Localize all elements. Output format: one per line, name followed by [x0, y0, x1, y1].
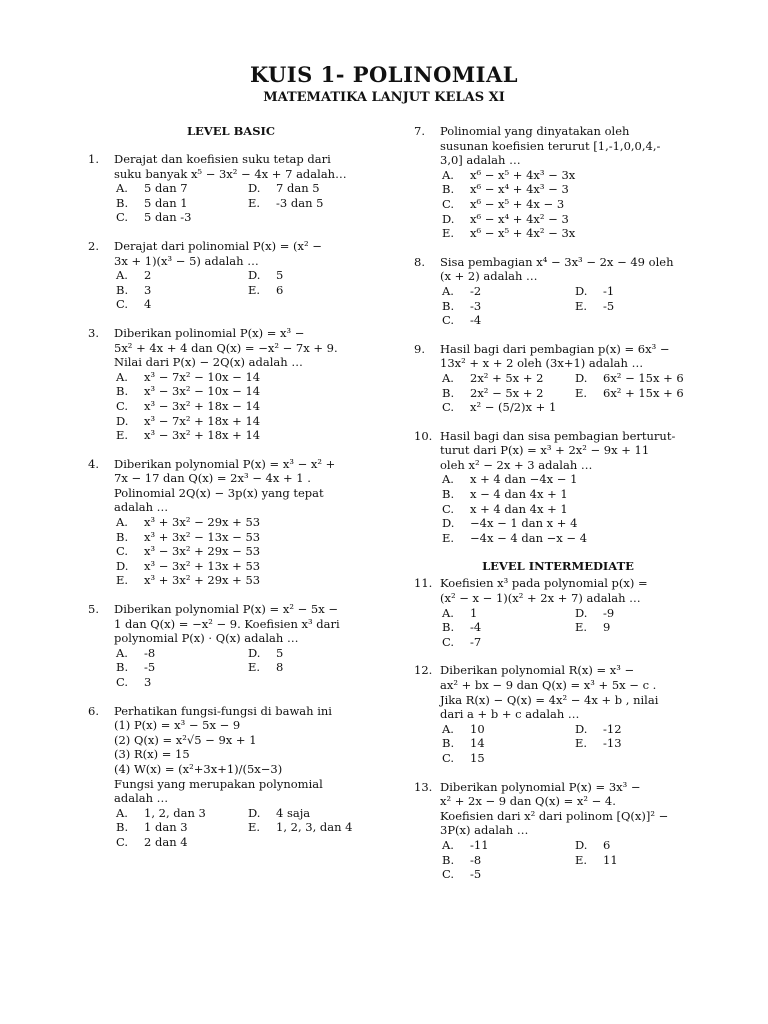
answer-option [442, 487, 702, 502]
option-text: 1, 2, dan 3 [144, 805, 206, 820]
answer-options [442, 284, 702, 328]
question-item [88, 602, 374, 690]
option-letter: D. [575, 721, 588, 736]
question-text-line: dari a + b + c adalah … [440, 707, 580, 722]
option-text: x³ − 3x² + 18x − 14 [144, 398, 261, 413]
option-text: -8 [470, 852, 482, 867]
answer-option [575, 371, 702, 386]
answer-option [575, 620, 702, 635]
option-letter: A. [116, 645, 128, 660]
option-letter: A. [116, 805, 128, 820]
question-text-line: Perhatikan fungsi-fungsi di bawah ini [114, 703, 332, 718]
option-letter: D. [248, 268, 261, 283]
option-text: x³ − 7x² + 18x + 14 [144, 413, 261, 428]
option-letter: D. [442, 211, 455, 226]
option-text: -3 dan 5 [276, 195, 324, 210]
question-number: 3. [88, 325, 99, 340]
option-letter: E. [248, 195, 261, 210]
answer-option [442, 838, 569, 853]
left-column [88, 124, 374, 864]
question-text-line: ax² + bx − 9 dan Q(x) = x³ + 5x − c . [440, 678, 657, 692]
option-letter: C. [442, 750, 455, 765]
answer-option [248, 196, 374, 211]
question-text [114, 704, 374, 806]
option-text: −4x − 1 dan x + 4 [470, 516, 578, 531]
question-text [440, 342, 702, 371]
option-letter: E. [248, 820, 261, 835]
question-text-line: (4) W(x) = (x²+3x+1)/(5x−3) [114, 761, 283, 776]
answer-option [575, 284, 702, 299]
answer-option [116, 181, 242, 196]
question-text [440, 429, 702, 473]
answer-options [442, 168, 702, 241]
option-letter: A. [442, 167, 454, 182]
option-text: x³ + 3x² + 29x + 53 [144, 573, 261, 588]
section-heading-basic: LEVEL BASIC [186, 124, 276, 138]
option-letter: D. [116, 413, 129, 428]
answer-option [442, 197, 702, 212]
question-text-line: 3x + 1)(x³ − 5) adalah … [114, 253, 259, 268]
answer-option [442, 516, 702, 531]
option-letter: B. [442, 620, 455, 635]
option-text: 4 [144, 297, 152, 312]
option-text: -8 [144, 645, 156, 660]
option-letter: C. [116, 297, 129, 312]
answer-option [575, 299, 702, 314]
option-text: 2 [144, 268, 152, 283]
option-text: x³ − 3x² + 13x + 53 [144, 558, 261, 573]
answer-option [116, 559, 374, 574]
answer-option [248, 806, 374, 821]
question-text [114, 602, 374, 646]
question-text [440, 576, 702, 605]
answer-option [116, 675, 242, 690]
option-letter: C. [442, 400, 455, 415]
question-list-right-intermediate [414, 576, 702, 881]
answer-options [116, 646, 374, 690]
option-text: -7 [470, 634, 482, 649]
answer-option [116, 544, 374, 559]
answer-options [116, 268, 374, 312]
page-title: KUIS 1- POLINOMIAL [249, 62, 519, 87]
option-letter: D. [248, 805, 261, 820]
question-text [114, 239, 374, 268]
option-text: 3 [144, 282, 152, 297]
option-letter: B. [116, 820, 129, 835]
answer-option [248, 660, 374, 675]
option-text: 5 [276, 268, 284, 283]
question-text-line: Derajat dari polinomial P(x) = (x² − [114, 238, 322, 253]
option-letter: C. [442, 501, 455, 516]
question-text-line: Hasil bagi dari pembagian p(x) = 6x³ − [440, 341, 670, 356]
answer-option [575, 386, 702, 401]
question-text-line: Hasil bagi dan sisa pembagian berturut- [440, 428, 676, 443]
option-letter: A. [442, 472, 454, 487]
option-text: x³ − 3x² + 29x − 53 [144, 544, 261, 559]
option-letter: B. [116, 384, 129, 399]
question-text-line: adalah … [114, 500, 169, 515]
answer-option [575, 853, 702, 868]
option-text: x³ + 3x² − 13x − 53 [144, 529, 261, 544]
option-text: -11 [470, 837, 489, 852]
question-text-line: Sisa pembagian x⁴ − 3x³ − 2x − 49 oleh [440, 254, 674, 269]
answer-option [575, 606, 702, 621]
option-text: 5 dan 7 [144, 181, 188, 196]
question-text-line: Koefisien x³ pada polynomial p(x) = [440, 576, 648, 591]
question-text-line: polynomial P(x) · Q(x) adalah … [114, 631, 299, 646]
option-letter: A. [116, 515, 128, 530]
option-text: x − 4 dan 4x + 1 [470, 487, 568, 502]
option-letter: C. [442, 196, 455, 211]
question-text-line: Diberikan polynomial P(x) = x² − 5x − [114, 602, 338, 617]
option-text: 11 [603, 852, 618, 867]
option-letter: A. [442, 605, 454, 620]
option-letter: A. [442, 721, 454, 736]
option-text: 3 [144, 675, 152, 689]
question-text-line: 1 dan Q(x) = −x² − 9. Koefisien x³ dari [114, 616, 340, 631]
option-letter: D. [248, 645, 261, 660]
question-text-line: adalah … [114, 791, 169, 806]
option-letter: A. [116, 181, 128, 196]
option-letter: E. [248, 660, 261, 675]
answer-options [116, 181, 374, 225]
answer-option [442, 313, 569, 328]
option-letter: D. [116, 558, 129, 573]
answer-option [442, 284, 569, 299]
answer-option [442, 400, 569, 415]
option-letter: A. [442, 370, 454, 385]
question-text-line: Nilai dari P(x) − 2Q(x) adalah … [114, 355, 303, 370]
question-item [88, 239, 374, 312]
option-letter: B. [116, 660, 129, 675]
option-text: 2x² − 5x + 2 [470, 385, 544, 400]
question-number: 8. [414, 254, 425, 269]
answer-option [116, 806, 242, 821]
option-text: -13 [603, 736, 622, 751]
option-text: 9 [603, 620, 611, 635]
answer-option [116, 820, 242, 835]
option-text: 8 [276, 660, 284, 675]
question-text-line: 7x − 17 dan Q(x) = 2x³ − 4x + 1 . [114, 471, 311, 486]
option-text: 5 dan 1 [144, 195, 188, 210]
option-text: 6x² + 15x + 6 [603, 385, 684, 400]
option-letter: C. [442, 313, 455, 328]
option-text: -1 [603, 283, 615, 298]
question-number: 4. [88, 456, 99, 471]
option-text: 1 [470, 605, 478, 620]
answer-option [442, 472, 702, 487]
question-item [88, 704, 374, 850]
answer-options [442, 838, 702, 882]
answer-option [116, 515, 374, 530]
answer-option [442, 386, 569, 401]
option-letter: B. [116, 282, 129, 297]
option-text: x³ − 3x² − 10x − 14 [144, 384, 261, 399]
answer-option [116, 297, 242, 312]
answer-option [116, 283, 242, 298]
question-text-line: Diberikan polynomial R(x) = x³ − [440, 663, 635, 678]
option-text: -5 [470, 867, 482, 882]
option-letter: B. [116, 195, 129, 210]
option-letter: A. [442, 283, 454, 298]
option-letter: E. [575, 852, 588, 867]
question-number: 2. [88, 238, 99, 253]
option-text: 2 dan 4 [144, 834, 188, 849]
question-number: 13. [414, 779, 433, 794]
question-number: 10. [414, 428, 433, 443]
option-text: x + 4 dan −4x − 1 [470, 472, 578, 487]
question-text [114, 326, 374, 370]
page-subtitle: MATEMATIKA LANJUT KELAS XI [263, 90, 505, 105]
question-text-line: Polinomial yang dinyatakan oleh [440, 124, 630, 138]
answer-option [116, 384, 374, 399]
option-text: 6x² − 15x + 6 [603, 370, 684, 385]
answer-option [442, 853, 569, 868]
answer-option [442, 736, 569, 751]
answer-option [116, 835, 242, 850]
answer-options [116, 806, 374, 850]
option-text: x⁶ − x⁴ + 4x³ − 3 [470, 182, 569, 197]
question-item [414, 124, 702, 241]
question-text-line: Diberikan polynomial P(x) = 3x³ − [440, 779, 641, 794]
option-text: -4 [470, 313, 482, 328]
option-text: x³ − 7x² − 10x − 14 [144, 369, 261, 384]
question-text [114, 457, 374, 515]
answer-option [442, 620, 569, 635]
question-number: 12. [414, 663, 433, 678]
option-text: 10 [470, 721, 485, 736]
option-text: x² − (5/2)x + 1 [470, 400, 557, 415]
answer-option [116, 196, 242, 211]
option-letter: E. [575, 298, 588, 313]
answer-options [442, 371, 702, 415]
option-text: 2x² + 5x + 2 [470, 370, 544, 385]
option-text: 4 saja [276, 805, 311, 820]
answer-option [575, 838, 702, 853]
question-text [440, 663, 702, 721]
option-letter: B. [442, 385, 455, 400]
question-item [414, 342, 702, 415]
option-text: 1 dan 3 [144, 820, 188, 835]
question-number: 11. [414, 576, 433, 591]
option-letter: B. [442, 487, 455, 502]
option-letter: D. [575, 283, 588, 298]
question-text-line: Diberikan polynomial P(x) = x³ − x² + [114, 456, 336, 471]
option-letter: D. [575, 370, 588, 385]
question-text-line: (2) Q(x) = x²√5 − 9x + 1 [114, 732, 257, 747]
section-heading-intermediate: LEVEL INTERMEDIATE [482, 559, 634, 574]
option-letter: A. [116, 369, 128, 384]
option-letter: C. [116, 210, 129, 225]
option-letter: A. [116, 268, 128, 283]
option-text: x³ − 3x² + 18x + 14 [144, 428, 261, 443]
option-letter: E. [575, 385, 588, 400]
question-text-line: oleh x² − 2x + 3 adalah … [440, 457, 593, 472]
question-text-line: 3,0] adalah … [440, 153, 521, 168]
option-letter: E. [116, 573, 129, 588]
option-text: x³ + 3x² − 29x + 53 [144, 515, 261, 530]
option-letter: D. [248, 181, 261, 196]
option-text: −4x − 4 dan −x − 4 [470, 530, 588, 545]
option-text: -3 [470, 298, 482, 313]
option-text: 5 dan -3 [144, 210, 192, 225]
option-text: -9 [603, 605, 615, 620]
answer-option [116, 530, 374, 545]
option-letter: B. [442, 182, 455, 197]
question-item [88, 457, 374, 588]
option-letter: D. [575, 837, 588, 852]
answer-option [442, 299, 569, 314]
question-text-line: 3P(x) adalah … [440, 823, 529, 838]
answer-option [575, 736, 702, 751]
question-text-line: Jika R(x) − Q(x) = 4x² − 4x + b , nilai [440, 692, 659, 707]
option-text: x⁶ − x⁵ + 4x² − 3x [470, 226, 576, 241]
question-text-line: x² + 2x − 9 dan Q(x) = x² − 4. [440, 794, 616, 809]
question-text-line: susunan koefisien terurut [1,-1,0,0,4,- [440, 138, 661, 153]
option-text: 14 [470, 736, 485, 751]
question-text-line: (3) R(x) = 15 [114, 747, 190, 762]
option-letter: B. [442, 852, 455, 867]
answer-option [116, 210, 242, 225]
question-text-line: Derajat dan koefisien suku tetap dari [114, 152, 331, 166]
answer-option [442, 531, 702, 546]
answer-options [442, 722, 702, 766]
answer-options [116, 370, 374, 443]
option-letter: B. [442, 736, 455, 751]
answer-option [248, 268, 374, 283]
option-text: x + 4 dan 4x + 1 [470, 501, 568, 516]
option-letter: E. [442, 530, 455, 545]
question-item [414, 429, 702, 546]
option-letter: B. [442, 298, 455, 313]
option-text: -5 [144, 660, 156, 675]
option-letter: C. [442, 634, 455, 649]
question-text-line: turut dari P(x) = x³ + 2x² − 9x + 11 [440, 443, 650, 458]
option-text: x⁶ − x⁴ + 4x² − 3 [470, 211, 569, 226]
option-letter: C. [116, 544, 129, 559]
answer-option [442, 182, 702, 197]
answer-option [116, 428, 374, 443]
question-item [414, 780, 702, 882]
option-text: x⁶ − x⁵ + 4x − 3 [470, 196, 565, 211]
option-letter: B. [116, 529, 129, 544]
answer-option [442, 168, 702, 183]
question-number: 1. [88, 152, 99, 166]
option-letter: A. [442, 837, 454, 852]
option-letter: E. [116, 428, 129, 443]
answer-option [442, 502, 702, 517]
answer-option [116, 646, 242, 661]
question-list-left [88, 152, 374, 850]
answer-option [116, 268, 242, 283]
option-letter: C. [116, 675, 129, 689]
answer-option [442, 751, 569, 766]
question-text-line: Polinomial 2Q(x) − 3p(x) yang tepat [114, 485, 324, 500]
question-text-line: (x + 2) adalah … [440, 269, 538, 284]
option-letter: D. [575, 605, 588, 620]
option-text: 1, 2, 3, dan 4 [276, 820, 353, 835]
option-letter: E. [442, 226, 455, 241]
answer-option [116, 370, 374, 385]
option-letter: E. [248, 282, 261, 297]
answer-option [442, 606, 569, 621]
option-text: 15 [470, 750, 485, 765]
question-text [114, 152, 374, 181]
option-letter: E. [575, 736, 588, 751]
answer-option [116, 399, 374, 414]
right-column [414, 124, 702, 896]
option-text: 7 dan 5 [276, 181, 320, 196]
answer-option [442, 867, 569, 882]
question-text-line: Diberikan polinomial P(x) = x³ − [114, 325, 305, 340]
question-text-line: (1) P(x) = x³ − 5x − 9 [114, 718, 241, 733]
question-number: 6. [88, 703, 99, 718]
question-text [440, 780, 702, 838]
option-text: 6 [276, 282, 284, 297]
answer-options [116, 515, 374, 588]
question-text-line: suku banyak x⁵ − 3x² − 4x + 7 adalah… [114, 166, 347, 181]
option-text: 5 [276, 645, 284, 660]
question-text [440, 124, 702, 168]
question-item [414, 576, 702, 649]
question-list-right-basic [414, 124, 702, 545]
option-letter: C. [442, 867, 455, 882]
answer-option [116, 414, 374, 429]
question-text-line: Fungsi yang merupakan polynomial [114, 776, 323, 791]
answer-option [442, 371, 569, 386]
question-text-line: (x² − x − 1)(x² + 2x + 7) adalah … [440, 591, 641, 606]
question-item [88, 152, 374, 225]
answer-option [116, 660, 242, 675]
question-text-line: 5x² + 4x + 4 dan Q(x) = −x² − 7x + 9. [114, 340, 338, 355]
answer-option [442, 212, 702, 227]
question-text-line: 13x² + x + 2 oleh (3x+1) adalah … [440, 356, 644, 371]
answer-option [248, 646, 374, 661]
answer-option [248, 283, 374, 298]
option-letter: C. [116, 398, 129, 413]
question-number: 7. [414, 124, 425, 138]
option-letter: C. [116, 834, 129, 849]
option-letter: D. [442, 516, 455, 531]
question-number: 9. [414, 341, 425, 356]
option-text: -12 [603, 721, 622, 736]
answer-option [248, 820, 374, 835]
question-text-line: Koefisien dari x² dari polinom [Q(x)]² − [440, 808, 669, 823]
question-item [414, 255, 702, 328]
question-item [414, 663, 702, 765]
answer-options [442, 606, 702, 650]
option-letter: E. [575, 620, 588, 635]
answer-option [442, 635, 569, 650]
question-item [88, 326, 374, 443]
option-text: -5 [603, 298, 615, 313]
question-number: 5. [88, 602, 99, 617]
question-text [440, 255, 702, 284]
answer-option [575, 722, 702, 737]
answer-option [248, 181, 374, 196]
answer-option [442, 722, 569, 737]
answer-options [442, 472, 702, 545]
answer-option [116, 573, 374, 588]
option-text: x⁶ − x⁵ + 4x³ − 3x [470, 167, 576, 182]
option-text: 6 [603, 837, 611, 852]
option-text: -2 [470, 283, 482, 298]
answer-option [442, 226, 702, 241]
option-text: -4 [470, 620, 482, 635]
